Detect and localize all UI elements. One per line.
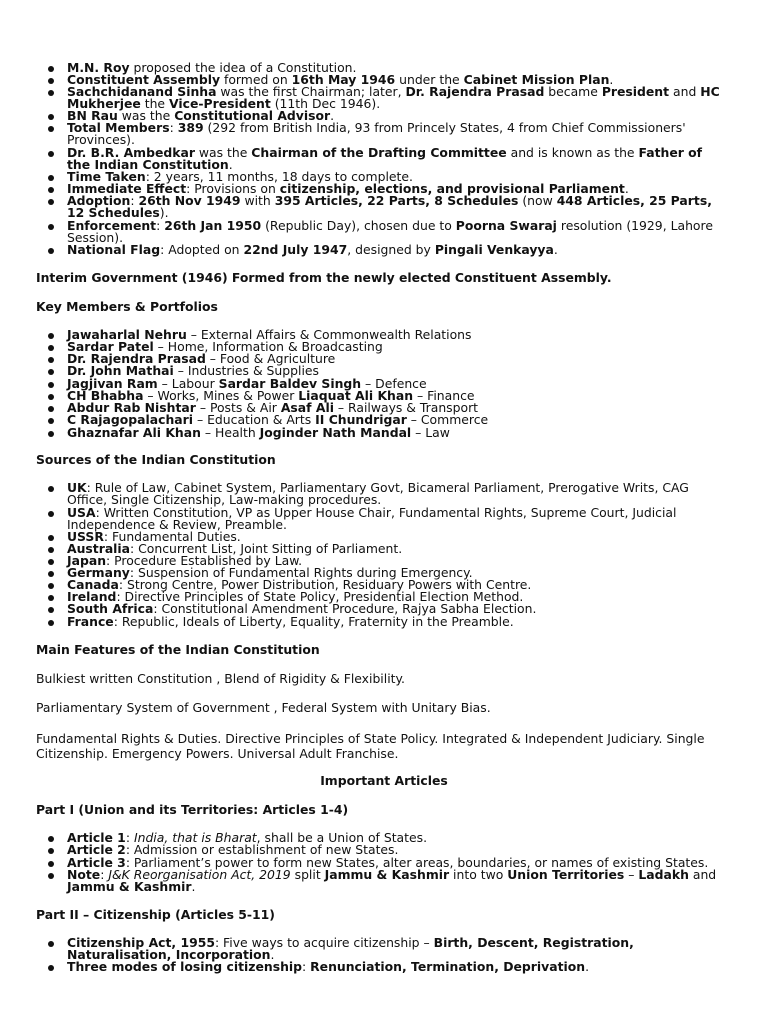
list-item: Note: J&K Reorganisation Act, 2019 split Jammu & Kashmir into two Union Territories – Ladakh and Jammu & Kashmir. [67,869,729,892]
list-item: UK: Rule of Law, Cabinet System, Parliamentary Govt, Bicameral Parliament, Prerogative Writs, CAG Office, Single Citizenship, Law-making procedures. [67,482,729,505]
sources-heading: Sources of the Indian Constitution [36,452,276,467]
list-item: Constituent Assembly formed on 16th May 1946 under the Cabinet Mission Plan. [67,74,729,86]
part1-heading: Part I (Union and its Territories: Articles 1-4) [36,802,349,817]
list-item: Abdur Rab Nishtar – Posts & Air Asaf Ali – Railways & Transport [67,402,729,414]
list-item: Germany: Suspension of Fundamental Rights during Emergency. [67,567,729,579]
list-item: Immediate Effect: Provisions on citizenship, elections, and provisional Parliament. [67,183,729,195]
interim-heading: Interim Government (1946) Formed from the newly elected Constituent Assembly. [36,270,612,285]
list-item: USSR: Fundamental Duties. [67,531,729,543]
features-paragraph: Parliamentary System of Government , Federal System with Unitary Bias. [36,700,491,715]
list-item: National Flag: Adopted on 22nd July 1947, designed by Pingali Venkayya. [67,244,729,256]
features-heading: Main Features of the Indian Constitution [36,642,320,657]
list-item: BN Rau was the Constitutional Advisor. [67,110,729,122]
list-item: Article 1: India, that is Bharat, shall be a Union of States. [67,832,729,844]
list-item: Ireland: Directive Principles of State Policy, Presidential Election Method. [67,591,729,603]
list-item: CH Bhabha – Works, Mines & Power Liaquat Ali Khan – Finance [67,390,729,402]
key-members-heading: Key Members & Portfolios [36,299,218,314]
list-item: Australia: Concurrent List, Joint Sitting of Parliament. [67,543,729,555]
list-item: Dr. B.R. Ambedkar was the Chairman of the Drafting Committee and is known as the Father of the Indian Constitution. [67,147,729,170]
list-item: Sachchidanand Sinha was the first Chairman; later, Dr. Rajendra Prasad became President and HC Mukherjee the Vice-President (11th Dec 1946). [67,86,729,109]
features-paragraph: Fundamental Rights & Duties. Directive Principles of State Policy. Integrated & Independent Judiciary. Single Citizenship. Emergency Powers. Universal Adult Franchise. [36,731,705,761]
list-item: Sardar Patel – Home, Information & Broadcasting [67,341,729,353]
part2-heading: Part II – Citizenship (Articles 5-11) [36,907,275,922]
list-item: Japan: Procedure Established by Law. [67,555,729,567]
list-item: M.N. Roy proposed the idea of a Constitution. [67,62,729,74]
list-item: C Rajagopalachari – Education & Arts II Chundrigar – Commerce [67,414,729,426]
list-item: Enforcement: 26th Jan 1950 (Republic Day), chosen due to Poorna Swaraj resolution (1929, Lahore Session). [67,220,729,243]
list-item: Article 3: Parliament’s power to form new States, alter areas, boundaries, or names of existing States. [67,857,729,869]
list-item: Total Members: 389 (292 from British India, 93 from Princely States, 4 from Chief Commissioners' Provinces). [67,122,729,145]
list-item: Article 2: Admission or establishment of new States. [67,844,729,856]
list-item: Adoption: 26th Nov 1949 with 395 Articles, 22 Parts, 8 Schedules (now 448 Articles, 25 Parts, 12 Schedules). [67,195,729,218]
list-item: Ghaznafar Ali Khan – Health Joginder Nath Mandal – Law [67,427,729,439]
list-item: Citizenship Act, 1955: Five ways to acquire citizenship – Birth, Descent, Registration, Naturalisation, Incorporation. [67,937,729,960]
list-item: Jawaharlal Nehru – External Affairs & Commonwealth Relations [67,329,729,341]
list-item: Time Taken: 2 years, 11 months, 18 days to complete. [67,171,729,183]
list-item: Dr. John Mathai – Industries & Supplies [67,365,729,377]
list-item: France: Republic, Ideals of Liberty, Equality, Fraternity in the Preamble. [67,616,729,628]
list-item: USA: Written Constitution, VP as Upper House Chair, Fundamental Rights, Supreme Court, Judicial Independence & Review, Preamble. [67,507,729,530]
important-articles-heading: Important Articles [320,773,448,788]
features-paragraph: Bulkiest written Constitution , Blend of Rigidity & Flexibility. [36,671,406,686]
list-item: Three modes of losing citizenship: Renunciation, Termination, Deprivation. [67,961,729,973]
list-item: Dr. Rajendra Prasad – Food & Agriculture [67,353,729,365]
list-item: Canada: Strong Centre, Power Distribution, Residuary Powers with Centre. [67,579,729,591]
list-item: South Africa: Constitutional Amendment Procedure, Rajya Sabha Election. [67,603,729,615]
list-item: Jagjivan Ram – Labour Sardar Baldev Singh – Defence [67,378,729,390]
